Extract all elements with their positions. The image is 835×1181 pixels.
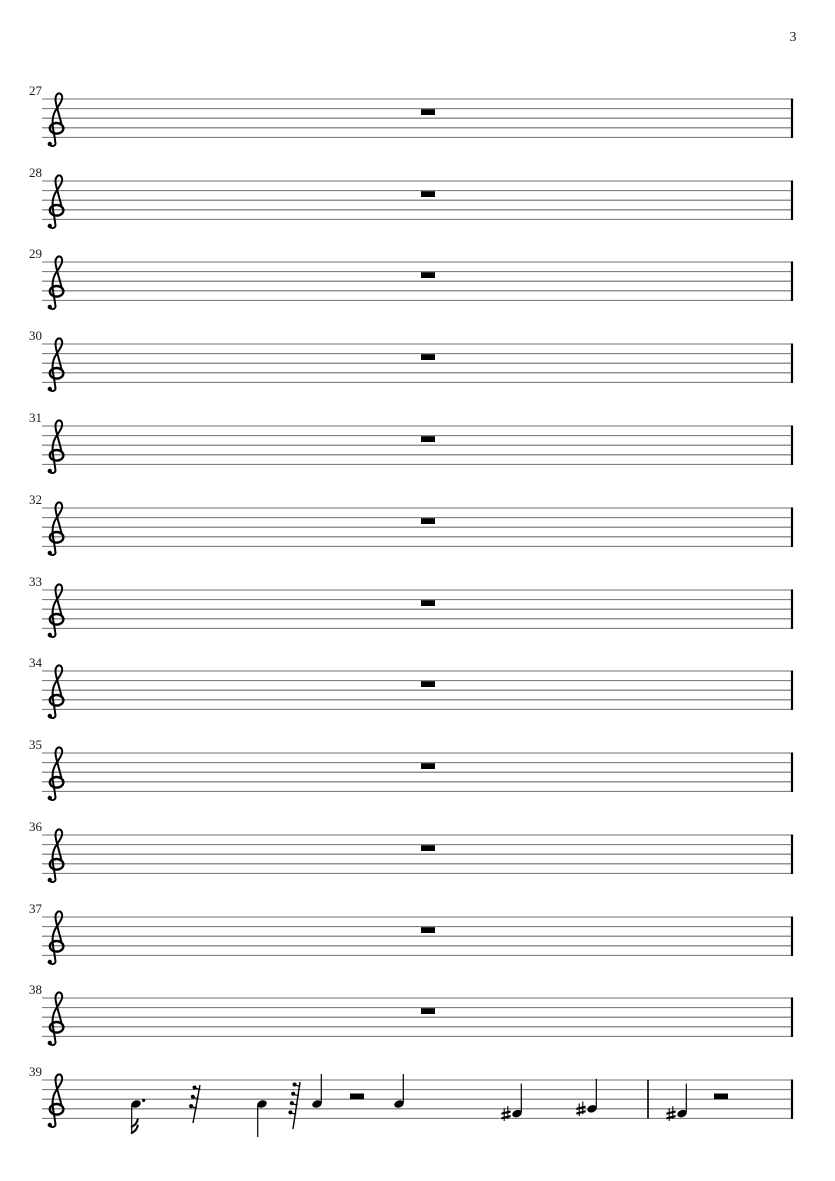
staff-system-35	[29, 737, 793, 800]
measure-number: 33	[29, 574, 42, 589]
staff-system-28	[29, 165, 793, 228]
whole-rest	[421, 272, 435, 278]
treble-clef-icon	[48, 665, 64, 718]
treble-clef-icon	[48, 992, 64, 1045]
measure-number: 34	[29, 655, 42, 670]
treble-clef-icon	[48, 911, 64, 964]
whole-rest	[421, 845, 435, 851]
whole-rest	[421, 109, 435, 115]
whole-rest	[421, 763, 435, 769]
whole-rest	[421, 600, 435, 606]
staff-system-31	[29, 410, 793, 473]
clef-dot	[48, 1123, 52, 1127]
measure-number: 32	[29, 492, 42, 507]
treble-clef-icon	[48, 420, 64, 473]
clef-dot	[48, 469, 52, 473]
treble-clef-icon	[48, 175, 64, 228]
note	[130, 1099, 145, 1133]
measure-number: 27	[29, 83, 42, 98]
measure-number: 31	[29, 410, 42, 425]
rest-32nd	[189, 1085, 200, 1123]
whole-rest	[421, 354, 435, 360]
measure-number: 36	[29, 819, 42, 834]
clef-dot	[48, 960, 52, 964]
staff-system-32	[29, 492, 793, 555]
whole-rest	[421, 518, 435, 524]
whole-rest	[421, 436, 435, 442]
measure-number: 37	[29, 901, 42, 916]
staff-system-33	[29, 574, 793, 637]
measure-number: 38	[29, 982, 42, 997]
clef-dot	[48, 633, 52, 637]
clef-dot	[48, 551, 52, 555]
staff-system-27	[29, 83, 793, 146]
half-rest	[714, 1094, 728, 1100]
clef-dot	[48, 878, 52, 882]
page-number: 3	[789, 30, 797, 45]
treble-clef-icon	[48, 338, 64, 391]
clef-dot	[48, 387, 52, 391]
staff-system-30	[29, 328, 793, 391]
treble-clef-icon	[48, 502, 64, 555]
whole-rest	[421, 681, 435, 687]
clef-dot	[48, 305, 52, 309]
note	[576, 1079, 597, 1116]
clef-dot	[48, 796, 52, 800]
augmentation-dot	[142, 1099, 145, 1102]
staff-system-37	[29, 901, 793, 964]
staff-system-36	[29, 819, 793, 882]
whole-rest	[421, 927, 435, 933]
treble-clef-icon	[48, 93, 64, 146]
staff-system-38	[29, 982, 793, 1045]
clef-dot	[48, 1041, 52, 1045]
measure-number: 39	[29, 1064, 42, 1079]
treble-clef-icon	[48, 256, 64, 309]
clef-dot	[48, 714, 52, 718]
treble-clef-icon	[48, 747, 64, 800]
staff-system-34	[29, 655, 793, 718]
measure-number: 28	[29, 165, 42, 180]
measure-number: 30	[29, 328, 42, 343]
note	[311, 1074, 323, 1109]
treble-clef-icon	[48, 829, 64, 882]
staff-system-29	[29, 246, 793, 309]
treble-clef-icon	[48, 584, 64, 637]
half-rest	[350, 1094, 364, 1100]
rest-64th	[288, 1082, 300, 1129]
staff-system-39	[29, 1064, 793, 1137]
measure-number: 29	[29, 246, 42, 261]
measure-number: 35	[29, 737, 42, 752]
clef-dot	[48, 224, 52, 228]
note	[393, 1074, 405, 1109]
treble-clef-icon	[48, 1074, 64, 1127]
whole-rest	[421, 191, 435, 197]
whole-rest	[421, 1008, 435, 1014]
clef-dot	[48, 142, 52, 146]
